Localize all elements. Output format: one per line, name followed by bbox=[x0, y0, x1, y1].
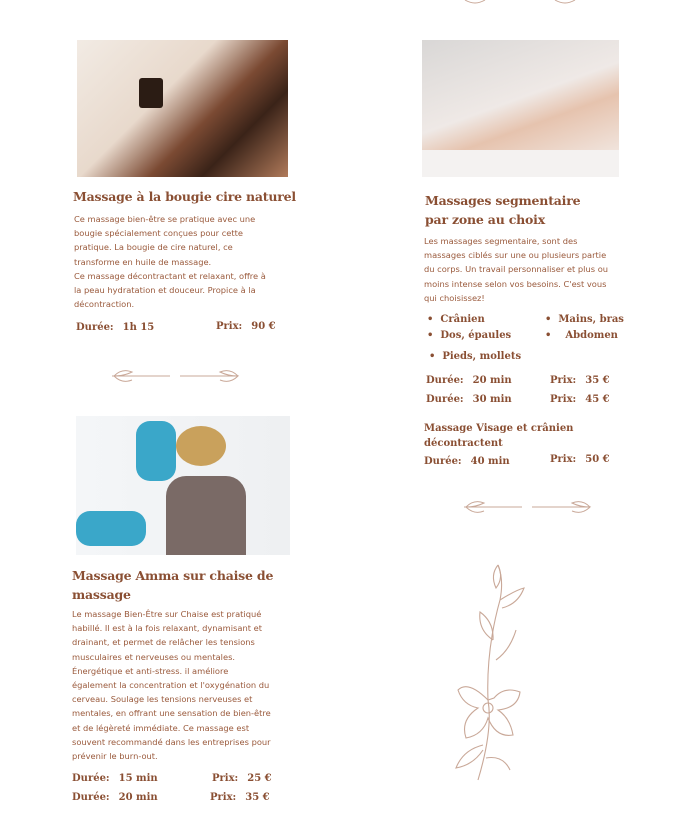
text-line: 30 min bbox=[472, 394, 512, 405]
price bbox=[216, 321, 276, 332]
chair-armrest bbox=[76, 511, 146, 546]
text-line: 50 € bbox=[585, 454, 610, 465]
duration bbox=[426, 375, 512, 386]
text-line: Durée: bbox=[426, 394, 464, 405]
service-description bbox=[424, 234, 608, 305]
text-line: la peau hydratation et douceur. Propice à la bbox=[74, 285, 256, 296]
text-line: Prix: bbox=[210, 792, 237, 803]
text-line: 1h 15 bbox=[122, 322, 155, 333]
price bbox=[550, 394, 610, 405]
text-line: et de légèreté immédiate. Ce massage est bbox=[72, 722, 250, 733]
text-line: également la concentration et l'oxygénation du bbox=[72, 680, 270, 691]
chair-headrest bbox=[136, 421, 176, 481]
zone-item: • Abdomen bbox=[545, 330, 618, 341]
shirt bbox=[166, 476, 246, 555]
text-line: musculaires et nerveuses ou mentales. bbox=[72, 651, 236, 662]
text-line: Abdomen bbox=[565, 330, 618, 341]
text-line: 20 min bbox=[118, 792, 158, 803]
chair-massage-photo bbox=[76, 416, 290, 555]
duration bbox=[76, 322, 154, 333]
text-line: Prix: bbox=[550, 375, 577, 386]
text-line: Prix: bbox=[216, 321, 243, 332]
text-line: prévenir le burn-out. bbox=[72, 751, 158, 762]
text-line: par zone au choix bbox=[425, 212, 545, 227]
service-title bbox=[425, 191, 580, 229]
text-line: Prix: bbox=[212, 773, 239, 784]
text-line: Durée: bbox=[76, 322, 114, 333]
candle-icon bbox=[139, 78, 163, 108]
text-line: cerveau. Soulage les tensions nerveuses et bbox=[72, 694, 253, 705]
duration bbox=[72, 792, 158, 803]
text-line: bougie spécialement conçues pour cette bbox=[74, 228, 244, 239]
text-line: Massage Visage et crânien bbox=[424, 423, 574, 434]
text-line: pratique. La bougie de cire naturel, ce bbox=[74, 242, 233, 253]
text-line: 20 min bbox=[472, 375, 512, 386]
zone-item: • Pieds, mollets bbox=[429, 351, 522, 362]
text-line: Durée: bbox=[424, 456, 462, 467]
branch-ornament-top bbox=[460, 0, 580, 6]
text-line: souvent recommandé dans les entreprises pour bbox=[72, 736, 271, 747]
text-line: du corps. Un travail personnaliser et plus ou bbox=[424, 264, 609, 275]
text-line: moins intense selon vos besoins. C'est vous bbox=[424, 278, 607, 289]
text-line: décontraction. bbox=[74, 299, 135, 310]
text-line: 25 € bbox=[247, 773, 272, 784]
text-line: 35 € bbox=[245, 792, 270, 803]
text-line: Énergétique et anti-stress. il améliore bbox=[72, 665, 229, 676]
branch-divider bbox=[110, 366, 242, 386]
price bbox=[210, 792, 270, 803]
text-line: 45 € bbox=[585, 394, 610, 405]
service-description bbox=[72, 607, 271, 763]
service-title: Massage à la bougie cire naturel bbox=[73, 189, 296, 204]
foot-massage-photo bbox=[422, 40, 619, 177]
text-line: 40 min bbox=[470, 456, 510, 467]
text-line: 90 € bbox=[251, 321, 276, 332]
price bbox=[550, 454, 610, 465]
text-line: Prix: bbox=[550, 454, 577, 465]
zone-item: • Dos, épaules bbox=[427, 330, 512, 341]
text-line: Crânien bbox=[440, 314, 485, 325]
branch-divider bbox=[462, 497, 594, 517]
zone-item: • Crânien bbox=[427, 314, 485, 325]
text-line: mentales, en offrant une sensation de bien-être bbox=[72, 708, 271, 719]
duration bbox=[72, 773, 158, 784]
service-description bbox=[74, 212, 266, 311]
text-line: Massages segmentaire bbox=[425, 193, 581, 208]
text-line: Prix: bbox=[550, 394, 577, 405]
service-title bbox=[72, 566, 273, 604]
text-line: Les massages segmentaire, sont des bbox=[424, 236, 578, 246]
text-line: Durée: bbox=[426, 375, 464, 386]
text-line: Ce massage bien-être se pratique avec une bbox=[74, 214, 256, 224]
text-line: qui choisissez! bbox=[424, 292, 485, 303]
zone-item: • Mains, bras bbox=[545, 314, 624, 325]
duration bbox=[424, 456, 510, 467]
text-line: Massage Amma sur chaise de bbox=[72, 568, 274, 583]
text-line: habillé. Il est à la fois relaxant, dynamisant et bbox=[72, 623, 262, 634]
text-line: massages ciblés sur une ou plusieurs partie bbox=[424, 250, 607, 261]
text-line: massage bbox=[72, 587, 131, 602]
text-line: Le massage Bien-Être sur Chaise est pratiqué bbox=[72, 609, 262, 619]
towel bbox=[422, 150, 619, 177]
hair bbox=[176, 426, 226, 466]
text-line: Pieds, mollets bbox=[442, 351, 522, 362]
text-line: 35 € bbox=[585, 375, 610, 386]
flower-illustration bbox=[438, 560, 533, 785]
price bbox=[550, 375, 610, 386]
text-line: décontractent bbox=[424, 438, 503, 449]
text-line: drainant, et permet de relâcher les tensions bbox=[72, 637, 255, 648]
text-line: Dos, épaules bbox=[440, 330, 512, 341]
candle-massage-photo bbox=[77, 40, 288, 177]
text-line: Mains, bras bbox=[558, 314, 624, 325]
text-line: 15 min bbox=[118, 773, 158, 784]
text-line: Durée: bbox=[72, 773, 110, 784]
duration bbox=[426, 394, 512, 405]
price bbox=[212, 773, 272, 784]
text-line: Ce massage décontractant et relaxant, offre à bbox=[74, 270, 266, 281]
text-line: transforme en huile de massage. bbox=[74, 256, 212, 267]
sub-service-title bbox=[424, 421, 573, 451]
text-line: Durée: bbox=[72, 792, 110, 803]
